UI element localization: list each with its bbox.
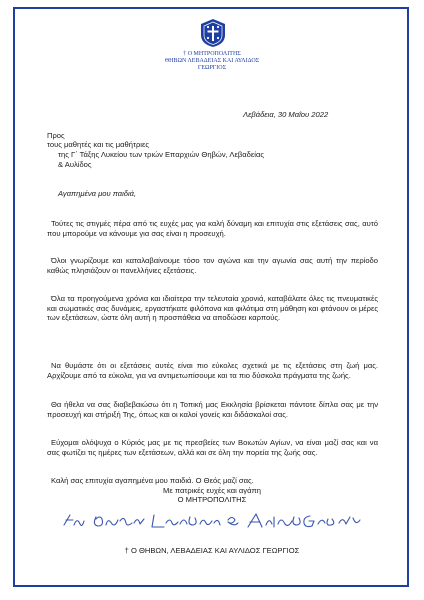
recipient-line-3: της Γ΄ Τάξης Λυκείου των τριών Επαρχιών Θηβών, Λεβαδείας bbox=[58, 150, 264, 159]
paragraph-2: Όλοι γνωρίζουμε και καταλαβαίνουμε τόσο τον αγώνα και την αγωνία σας αυτή την περίοδο καθώς πλησιάζουν οι πανελλήνιες εξετάσεις. bbox=[47, 256, 378, 275]
paragraph-1: Τούτες τις στιγμές πέρα από τις ευχές μας για καλή δύναμη και επιτυχία στις εξετάσεις σας, αυτό που μπορούμε να κάνουμε για σας είναι η προσευχή. bbox=[47, 219, 378, 238]
header-line-3: ΓΕΩΡΓΙΟΣ bbox=[197, 65, 227, 71]
paragraph-3: Όλα τα προηγούμενα χρόνια και ιδιαίτερα την τελευταία χρονιά, καταβάλατε όλες τις πνευματικές και σωματικές σας δυνάμεις, εργαστήκατε φιλόπονα και φιλότιμα στη μάθηση και φτάνουν οι μέρες των εξετάσεων, ώστε όλη αυτή η προσπάθεια να αποδώσει καρπούς. bbox=[47, 294, 378, 323]
signatory-name: † Ο ΘΗΒΩΝ, ΛΕΒΑΔΕΙΑΣ ΚΑΙ ΑΥΛΙΔΟΣ ΓΕΩΡΓΙΟΣ bbox=[124, 546, 300, 555]
salutation: Αγαπημένα μου παιδιά, bbox=[58, 189, 137, 198]
paragraph-6: Εύχομαι ολόψυχα ο Κύριός μας με τις πρεσβείες των Βοιωτών Αγίων, να είναι μαζί σας και να σας φωτίζει τις ημέρες των εξετάσεων, αλλά και σε όλη την πορεία της ζωής σας. bbox=[47, 438, 378, 457]
recipient-line-2: τους μαθητές και τις μαθήτριες bbox=[47, 140, 150, 149]
metropolis-seal-icon bbox=[199, 18, 227, 48]
header-line-2: ΘΗΒΩΝ ΛΕΒΑΔΕΙΑΣ ΚΑΙ ΑΥΛΙΔΟΣ bbox=[164, 58, 260, 64]
paragraph-4: Να θυμάστε ότι οι εξετάσεις αυτές είναι πιο εύκολες σχετικά με τις εξετάσεις στη ζωή μας. Αρχίζουμε από τα εύκολα, για να αντιμετωπίσουμε και τα πιο δύσκολα πράγματα της ζωής. bbox=[47, 361, 378, 380]
header-line-1: † Ο ΜΗΤΡΟΠΟΛΙΤΗΣ bbox=[183, 51, 241, 57]
letter-date: Λεβάδεια, 30 Μαΐου 2022 bbox=[243, 110, 329, 119]
handwritten-signature bbox=[60, 511, 370, 533]
closing-line-2: Ο ΜΗΤΡΟΠΟΛΙΤΗΣ bbox=[177, 495, 247, 504]
paragraph-5: Θα ήθελα να σας διαβεβαιώσω ότι η Τοπική μας Εκκλησία βρίσκεται πάντοτε δίπλα σας με την προσευχή και στήριξή Της, όπως και οι καλοί γονείς και διδάσκαλοί σας. bbox=[47, 400, 378, 419]
closing-line-1: Με πατρικές ευχές και αγάπη bbox=[163, 486, 261, 495]
recipient-line-4: & Αυλίδος bbox=[58, 160, 92, 169]
paragraph-7: Καλή σας επιτυχία αγαπημένα μου παιδιά. Ο Θεός μαζί σας. bbox=[51, 476, 254, 485]
recipient-line-1: Προς bbox=[47, 131, 65, 140]
